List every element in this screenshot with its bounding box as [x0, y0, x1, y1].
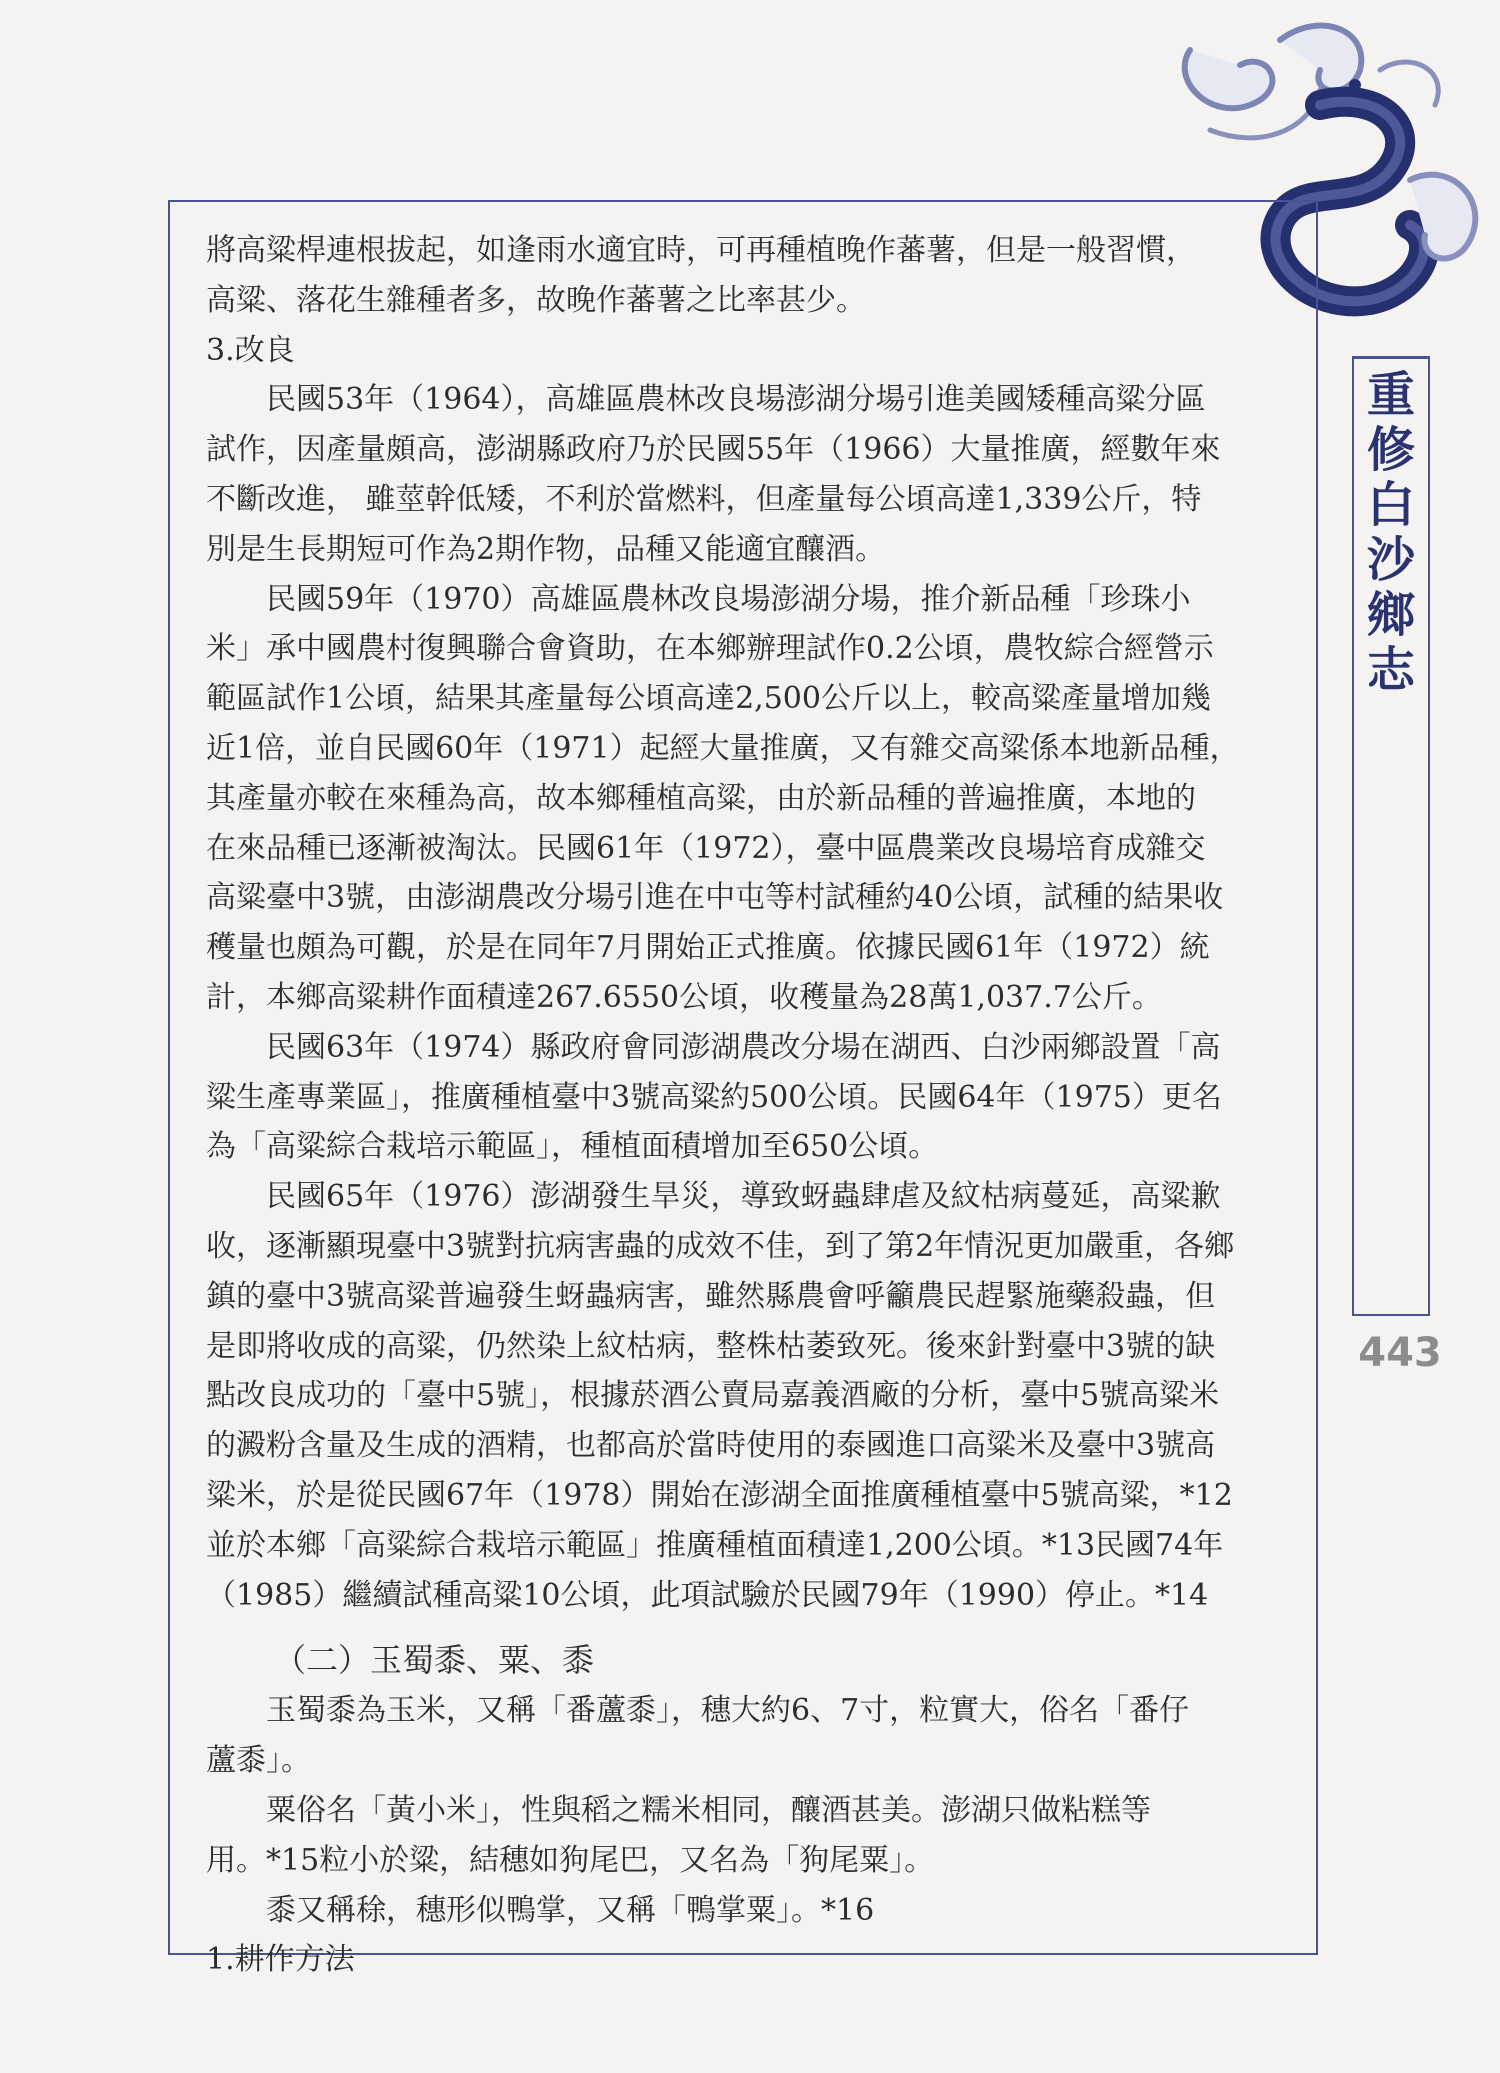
text-line: 計，本鄉高粱耕作面積達267.6550公頃，收穫量為28萬1,037.7公斤。 — [206, 979, 1162, 1015]
text-line: 民國53年（1964），高雄區農林改良場澎湖分場引進美國矮種高粱分區 — [266, 382, 1206, 418]
text-line: 在來品種已逐漸被淘汰。民國61年（1972），臺中區農業改良場培育成雜交 — [206, 830, 1206, 866]
paragraph-block-1 — [206, 226, 1286, 1620]
text-line: 不斷改進， 雖莖幹低矮，不利於當燃料，但產量每公頃高達1,339公斤，特 — [206, 481, 1202, 517]
text-line: 近1倍，並自民國60年（1971）起經大量推廣，又有雜交高粱係本地新品種， — [206, 730, 1240, 766]
text-line: （1985）繼續試種高粱10公頃，此項試驗於民國79年（1990）停止。*14 — [206, 1577, 1209, 1613]
section-heading: （二）玉蜀黍、粟、黍 — [274, 1641, 595, 1680]
text-line: 米」承中國農村復興聯合會資助，在本鄉辦理試作0.2公頃，農牧綜合經營示 — [206, 631, 1214, 667]
subsection-label: 1.耕作方法 — [206, 1942, 355, 1978]
text-line: 收，逐漸顯現臺中3號對抗病害蟲的成效不佳，到了第2年情況更加嚴重，各鄉 — [206, 1228, 1235, 1264]
body-text — [206, 226, 1286, 1985]
book-title: 重修白沙鄉志 — [1366, 367, 1415, 698]
text-line: 是即將收成的高粱，仍然染上紋枯病，整株枯萎致死。後來針對臺中3號的缺 — [206, 1328, 1216, 1364]
page-number: 443 — [1358, 1330, 1442, 1376]
text-line: 粱米，於是從民國67年（1978）開始在澎湖全面推廣種植臺中5號高粱，*12 — [206, 1477, 1233, 1513]
text-line: 範區試作1公頃，結果其產量每公頃高達2,500公斤以上，較高粱產量增加幾 — [206, 681, 1211, 717]
text-line: 民國65年（1976）澎湖發生旱災，導致蚜蟲肆虐及紋枯病蔓延，高粱歉 — [266, 1179, 1221, 1215]
text-line: 民國59年（1970）高雄區農林改良場澎湖分場，推介新品種「珍珠小 — [266, 581, 1191, 617]
text-line: 黍又稱稌，穗形似鴨掌，又稱「鴨掌粟」。*16 — [266, 1892, 875, 1928]
text-line: 高粱臺中3號，由澎湖農改分場引進在中屯等村試種約40公頃，試種的結果收 — [206, 880, 1224, 916]
text-line: 點改良成功的「臺中5號」，根據菸酒公賣局嘉義酒廠的分析，臺中5號高粱米 — [206, 1378, 1220, 1414]
text-line: 別是生長期短可作為2期作物，品種又能適宜釀酒。 — [206, 531, 886, 567]
text-line: 民國63年（1974）縣政府會同澎湖農改分場在湖西、白沙兩鄉設置「高 — [266, 1029, 1221, 1065]
text-line: 玉蜀黍為玉米，又稱「番蘆黍」，穗大約6、7寸，粒實大，俗名「番仔 — [266, 1693, 1190, 1729]
text-line: 用。*15粒小於粱，結穗如狗尾巴，又名為「狗尾粟」。 — [206, 1842, 935, 1878]
text-line: 蘆黍」。 — [206, 1743, 311, 1779]
text-line: 試作，因產量頗高，澎湖縣政府乃於民國55年（1966）大量推廣，經數年來 — [206, 432, 1221, 468]
text-line: 將高粱桿連根拔起，如逢雨水適宜時，可再種植晚作蕃薯，但是一般習慣， — [206, 233, 1196, 268]
text-line: 鎮的臺中3號高粱普遍發生蚜蟲病害，雖然縣農會呼籲農民趕緊施藥殺蟲，但 — [206, 1278, 1216, 1314]
paragraph-block-2 — [206, 1686, 1286, 1985]
subsection-label: 3.改良 — [206, 332, 295, 368]
text-line: 穫量也頗為可觀，於是在同年7月開始正式推廣。依據民國61年（1972）統 — [206, 930, 1210, 966]
text-line: 粱生產專業區」，推廣種植臺中3號高粱約500公頃。民國64年（1975）更名 — [206, 1079, 1222, 1115]
text-line: 粟俗名「黃小米」，性與稻之糯米相同，釀酒甚美。澎湖只做粘糕等 — [266, 1792, 1151, 1828]
text-line: 其產量亦較在來種為高，故本鄉種植高粱，由於新品種的普遍推廣，本地的 — [206, 780, 1196, 816]
text-line: 的澱粉含量及生成的酒精，也都高於當時使用的泰國進口高粱米及臺中3號高 — [206, 1428, 1216, 1464]
text-line: 高粱、落花生雜種者多，故晚作蕃薯之比率甚少。 — [206, 282, 866, 318]
text-line: 並於本鄉「高粱綜合栽培示範區」推廣種植面積達1,200公頃。*13民國74年 — [206, 1527, 1224, 1563]
text-line: 為「高粱綜合栽培示範區」，種植面積增加至650公頃。 — [206, 1129, 939, 1165]
